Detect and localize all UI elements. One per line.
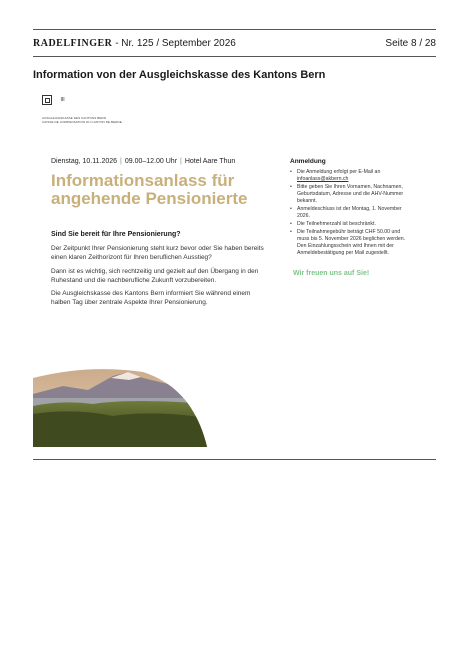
akbern-logo	[42, 95, 122, 124]
page-number: Seite 8 / 28	[385, 38, 436, 49]
event-headline	[51, 172, 271, 208]
registration-title: Anmeldung	[290, 158, 326, 165]
list-item: • Bitte geben Sie Ihren Vornamen, Nachnamen, Geburtsdatum, Adresse und die AHV-Nummer bekannt.	[290, 184, 408, 205]
event-date: Dienstag, 10.11.2026	[51, 158, 118, 165]
landscape-photo	[33, 364, 207, 447]
magazine-brand: RADELFINGER	[33, 38, 113, 49]
logo-line-2: CAISSE DE COMPENSATION DU CANTON DE BERNE	[42, 120, 122, 124]
paragraph-3: Die Ausgleichskasse des Kantons Bern informiert Sie während einem halben Tag über zentrale Aspekte Ihrer Pensionierung.	[51, 290, 251, 306]
list-item: • Die Teilnahmegebühr beträgt CHF 50.00 und muss bis 5. November 2026 beglichen werden. Den Einzahlungsschein wird Ihnen mit der Anmeldebestätigung per Mail zugestellt.	[290, 229, 408, 257]
event-venue: Hotel Aare Thun	[184, 158, 236, 165]
header-rule	[33, 56, 436, 57]
list-item: • Die Teilnehmerzahl ist beschränkt.	[290, 221, 408, 228]
header-left	[33, 38, 236, 49]
list-item: • Die Anmeldung erfolgt per E-Mail an infoanlass@akbern.ch	[290, 169, 408, 183]
subheading: Sind Sie bereit für Ihre Pensionierung?	[51, 231, 181, 238]
page-header	[33, 38, 436, 49]
registration-list	[290, 169, 408, 258]
email-link[interactable]: infoanlass@akbern.ch	[297, 176, 349, 182]
bottom-rule	[33, 459, 436, 460]
issue-info: - Nr. 125 / September 2026	[115, 38, 236, 49]
list-item: • Anmeldeschluss ist der Montag, 1. November 2026.	[290, 206, 408, 220]
logo-line-1: AUSGLEICHSKASSE DES KANTONS BERN	[42, 116, 106, 120]
event-details: Dienstag, 10.11.2026 | 09.00–12.00 Uhr | Hotel Aare Thun	[51, 158, 236, 165]
paragraph-2: Dann ist es wichtig, sich rechtzeitig und gezielt auf den Übergang in den Ruhestand und die nachberufliche Zukunft vorzubereiten.	[51, 268, 259, 284]
headline-line-2: angehende Pensionierte	[51, 189, 248, 208]
paragraph-1: Der Zeitpunkt Ihrer Pensionierung steht kurz bevor oder Sie haben bereits einen klaren Zeithorizont für Ihren beruflichen Ausstieg?	[51, 245, 264, 261]
top-rule	[33, 29, 436, 30]
logo-initials: III	[60, 97, 65, 103]
logo-mark-icon	[42, 95, 52, 105]
headline-line-1: Informationsanlass für	[51, 171, 235, 190]
logo-text	[42, 116, 122, 124]
document-title: Information von der Ausgleichskasse des Kantons Bern	[33, 69, 326, 81]
closing-text: Wir freuen uns auf Sie!	[293, 270, 370, 277]
event-time: 09.00–12.00 Uhr	[124, 158, 178, 165]
